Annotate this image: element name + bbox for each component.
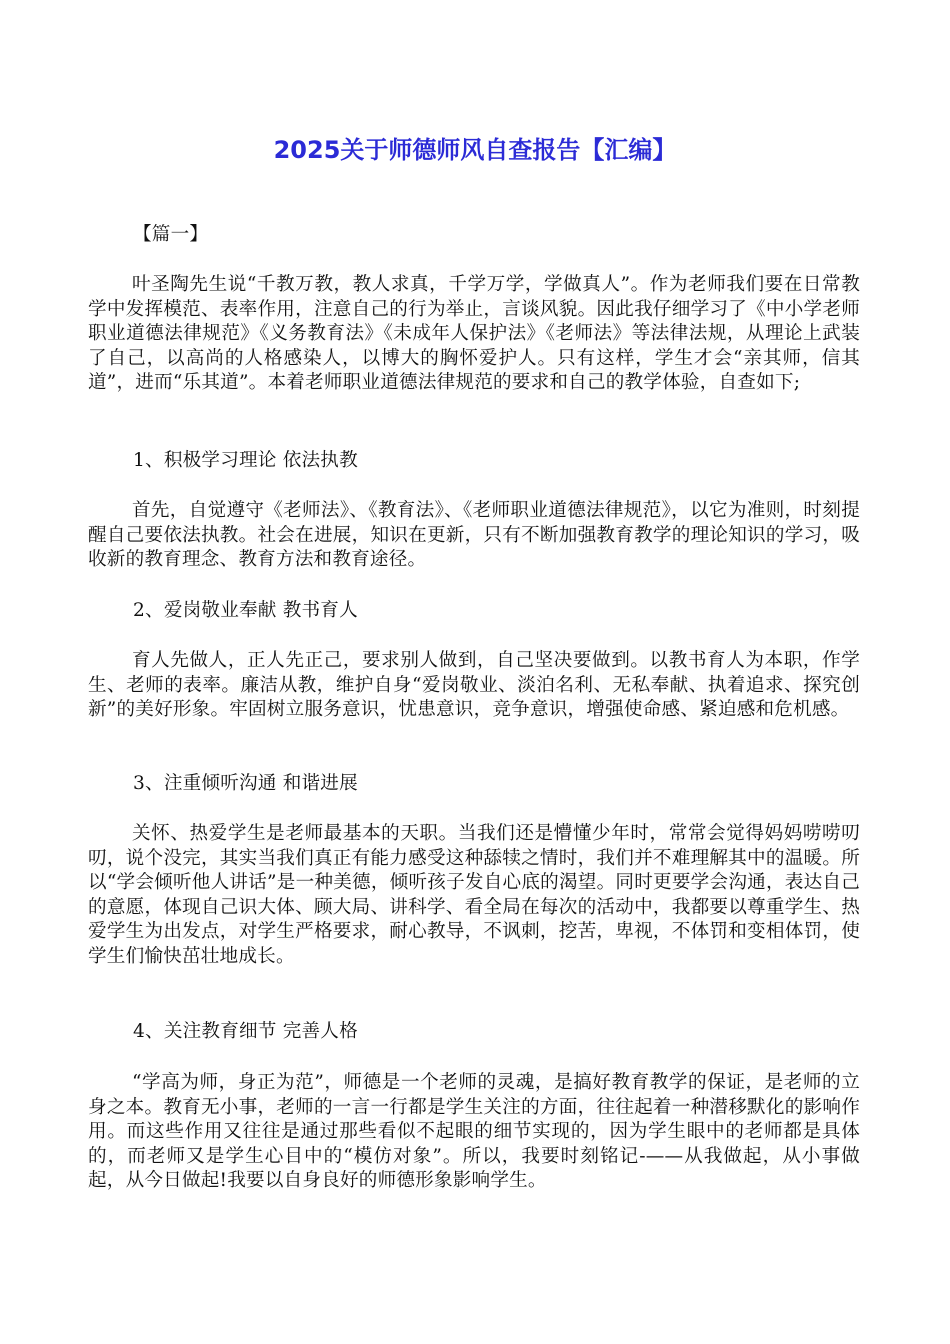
section-heading-2: 2、爱岗敬业奉献 教书育人	[133, 600, 358, 621]
section-body-1: 首先，自觉遵守《老师法》、《教育法》、《老师职业道德法律规范》，以它为准则，时刻提醒自己要依法执教。社会在进展，知识在更新，只有不断加强教育教学的理论知识的学习，吸收新的教育理念、教育方法和教育途径。	[88, 500, 860, 570]
part-label: 【篇一】	[133, 224, 209, 245]
section-body-2: 育人先做人，正人先正己，要求别人做到，自己坚决要做到。以教书育人为本职，作学生、老师的表率。廉洁从教，维护自身“爱岗敬业、淡泊名利、无私奉献、执着追求、探究创新”的美好形象。牢固树立服务意识，忧患意识，竞争意识，增强使命感、紧迫感和危机感。	[88, 650, 860, 720]
section-heading-3: 3、注重倾听沟通 和谐进展	[133, 773, 358, 794]
section-body-4: “学高为师，身正为范”，师德是一个老师的灵魂，是搞好教育教学的保证，是老师的立身之本。教育无小事，老师的一言一行都是学生关注的方面，往往起着一种潜移默化的影响作用。而这些作用又往往是通过那些看似不起眼的细节实现的，因为学生眼中的老师都是具体的，而老师又是学生心目中的“模仿对象”。所以，我要时刻铭记-——从我做起，从小事做起，从今日做起!我要以自身良好的师德形象影响学生。	[88, 1072, 860, 1191]
intro-paragraph: 叶圣陶先生说“千教万教，教人求真，千学万学，学做真人”。作为老师我们要在日常教学中发挥模范、表率作用，注意自己的行为举止，言谈风貌。因此我仔细学习了《中小学老师职业道德法律规范》《义务教育法》《未成年人保护法》《老师法》等法律法规，从理论上武装了自己，以高尚的人格感染人，以博大的胸怀爱护人。只有这样，学生才会“亲其师，信其道”，进而“乐其道”。本着老师职业道德法律规范的要求和自己的教学体验，自查如下;	[88, 274, 860, 393]
section-heading-1: 1、积极学习理论 依法执教	[133, 450, 358, 471]
section-body-3: 关怀、热爱学生是老师最基本的天职。当我们还是懵懂少年时，常常会觉得妈妈唠唠叨叨，说个没完，其实当我们真正有能力感受这种舔犊之情时，我们并不难理解其中的温暖。所以“学会倾听他人讲话”是一种美德，倾听孩子发自心底的渴望。同时更要学会沟通，表达自己的意愿，体现自己识大体、顾大局、讲科学、看全局在每次的活动中，我都要以尊重学生、热爱学生为出发点，对学生严格要求，耐心教导，不讽刺，挖苦，卑视，不体罚和变相体罚，使学生们愉快茁壮地成长。	[88, 823, 860, 967]
document-title: 2025关于师德师风自查报告【汇编】	[273, 136, 677, 164]
section-heading-4: 4、关注教育细节 完善人格	[133, 1021, 358, 1042]
